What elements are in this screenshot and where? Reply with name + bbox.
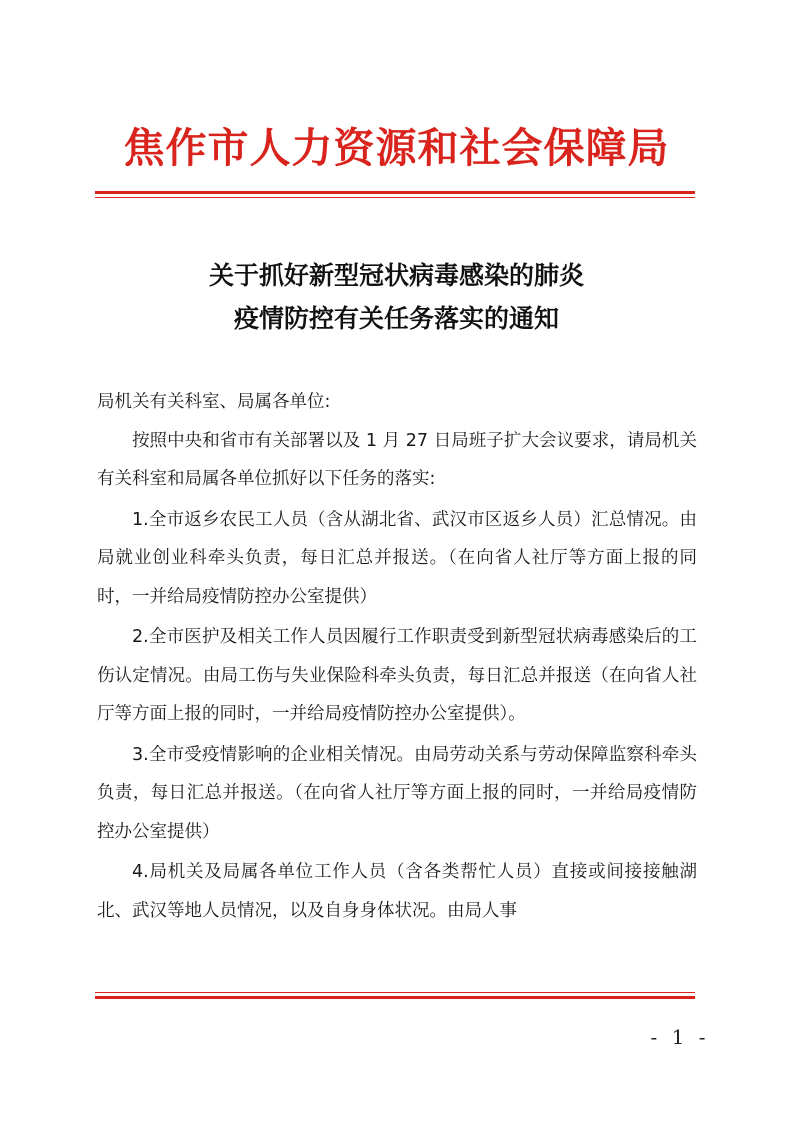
salutation: 局机关有关科室、局属各单位: (97, 392, 331, 412)
document-body (97, 383, 697, 930)
divider-thin-line (95, 197, 695, 198)
task-item-4: 4.局机关及局属各单位工作人员（含各类帮忙人员）直接或间接接触湖北、武汉等地人员情况，以及自身身体状况。由局人事 (97, 862, 697, 921)
document-title (0, 254, 793, 340)
divider-thick-line (95, 996, 695, 999)
agency-masthead: 焦作市人力资源和社会保障局 (123, 124, 670, 172)
footer-divider (95, 992, 695, 999)
task-item-2: 2.全市医护及相关工作人员因履行工作职责受到新型冠状病毒感染后的工伤认定情况。由局工伤与失业保险科牵头负责，每日汇总并报送（在向省人社厅等方面上报的同时，一并给局疫情防控办公室提供）。 (97, 627, 697, 724)
title-line-2: 疫情防控有关任务落实的通知 (233, 304, 559, 333)
page-number: - 1 - (650, 1025, 710, 1049)
intro-paragraph: 按照中央和省市有关部署以及 1 月 27 日局班子扩大会议要求，请局机关有关科室和局属各单位抓好以下任务的落实: (97, 430, 697, 489)
task-item-1: 1.全市返乡农民工人员（含从湖北省、武汉市区返乡人员）汇总情况。由局就业创业科牵头负责，每日汇总并报送。（在向省人社厅等方面上报的同时，一并给局疫情防控办公室提供） (97, 509, 697, 607)
masthead-divider (95, 191, 695, 198)
task-item-3: 3.全市受疫情影响的企业相关情况。由局劳动关系与劳动保障监察科牵头负责，每日汇总并报送。（在向省人社厅等方面上报的同时，一并给局疫情防控办公室提供） (97, 744, 697, 842)
title-line-1: 关于抓好新型冠状病毒感染的肺炎 (208, 261, 584, 290)
